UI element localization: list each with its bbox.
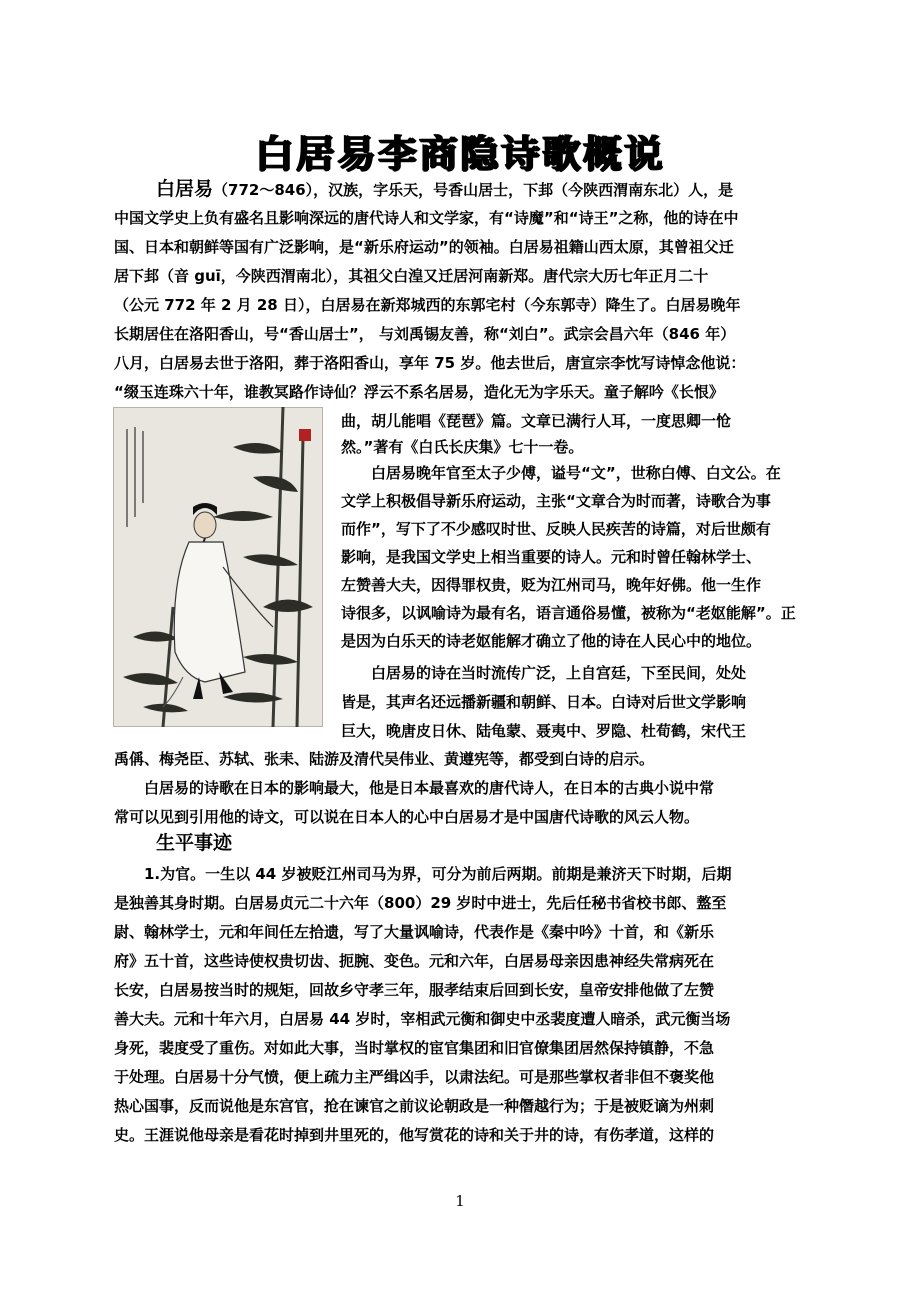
wrap-line: 皆是，其声名还远播新疆和朝鲜、日本。白诗对后世文学影响 — [341, 693, 747, 711]
body-line: 身死，裴度受了重伤。对如此大事，当时掌权的宦官集团和旧官僚集团居然保持镇静，不急 — [114, 1039, 715, 1057]
wrap-line: 文学上积极倡导新乐府运动，主张“文章合为时而著，诗歌合为事 — [341, 492, 771, 510]
bai-juyi-portrait-image — [113, 407, 323, 727]
wrap-line: 影响，是我国文学史上相当重要的诗人。元和时曾任翰林学士、 — [341, 548, 762, 566]
wrap-line: 然。”著有《白氏长庆集》七十一卷。 — [341, 438, 584, 456]
wrap-line: 白居易晚年官至太子少傅，谥号“文”，世称白傅、白文公。在 — [341, 464, 781, 482]
body-line: 于处理。白居易十分气愤，便上疏力主严缉凶手，以肃法纪。可是那些掌权者非但不褒奖他 — [114, 1068, 715, 1086]
intro-line: （公元 772 年 2 月 28 日），白居易在新郑城西的东郭宅村（今东郭寺）降生了。白居易晚年 — [114, 296, 741, 314]
body-line: 禹偁、梅尧臣、苏轼、张耒、陆游及清代吴伟业、黄遵宪等，都受到白诗的启示。 — [114, 750, 655, 768]
intro-line: 长期居住在洛阳香山，号“香山居士”， 与刘禹锡友善，称“刘白”。武宗会昌六年（846 年） — [114, 325, 736, 343]
body-line: 府》五十首，这些诗使权贵切齿、扼腕、变色。元和六年，白居易母亲因患神经失常病死在 — [114, 952, 715, 970]
body-line: 善大夫。元和十年六月，白居易 44 岁时，宰相武元衡和御史中丞裴度遭人暗杀，武元衡当场 — [114, 1010, 731, 1028]
section-heading: 生平事迹 — [156, 832, 233, 854]
wrap-line: 曲，胡儿能唱《琵琶》篇。文章已满行人耳，一度思卿一怆 — [341, 412, 732, 430]
wrap-line: 诗很多，以讽喻诗为最有名，语言通俗易懂，被称为“老妪能解”。正 — [341, 604, 796, 622]
intro-line: “缀玉连珠六十年，谁教冥路作诗仙？浮云不系名居易，造化无为字乐天。童子解吟《长恨》 — [114, 383, 724, 401]
wrap-line: 白居易的诗在当时流传广泛，上自宫廷，下至民间，处处 — [341, 664, 747, 682]
body-line: 史。王涯说他母亲是看花时掉到井里死的，他写赏花的诗和关于井的诗，有伤孝道，这样的 — [114, 1126, 715, 1144]
body-line: 尉、翰林学士，元和年间任左拾遗，写了大量讽喻诗，代表作是《秦中吟》十首，和《新乐 — [114, 923, 715, 941]
intro-line: 八月，白居易去世于洛阳，葬于洛阳香山，享年 75 岁。他去世后，唐宣宗李忱写诗悼念他说： — [114, 354, 746, 372]
body-line: 长安，白居易按当时的规矩，回故乡守孝三年，服孝结束后回到长安，皇帝安排他做了左赞 — [114, 981, 715, 999]
page-title: 白居易李商隐诗歌概说 — [254, 132, 665, 176]
body-line: 1.为官。一生以 44 岁被贬江州司马为界，可分为前后两期。前期是兼济天下时期，后期 — [114, 865, 732, 883]
body-line: 是独善其身时期。白居易贞元二十六年（800）29 岁时中进士，先后任秘书省校书郎、盩至 — [114, 894, 727, 912]
body-line: 白居易的诗歌在日本的影响最大，他是日本最喜欢的唐代诗人，在日本的古典小说中常 — [114, 779, 715, 797]
wrap-line: 左赞善大夫，因得罪权贵，贬为江州司马，晚年好佛。他一生作 — [341, 576, 762, 594]
page-number: 1 — [455, 1192, 465, 1210]
wrap-line: 是因为白乐天的诗老妪能解才确立了他的诗在人民心中的地位。 — [341, 632, 762, 650]
intro-line: 白居易（772～846），汉族，字乐天，号香山居士，下邽（今陕西渭南东北）人，是 — [156, 178, 734, 200]
wrap-line: 而作”，写下了不少感叹时世、反映人民疾苦的诗篇，对后世颇有 — [341, 520, 771, 538]
intro-line: 居下邽（音 guī，今陕西渭南北），其祖父白湟又迁居河南新郑。唐代宗大历七年正月二十 — [114, 267, 709, 285]
intro-line: 国、日本和朝鲜等国有广泛影响，是“新乐府运动”的领袖。白居易祖籍山西太原，其曾祖父迁 — [114, 238, 734, 256]
lead-name: 白居易 — [156, 178, 214, 200]
wrap-line: 巨大，晚唐皮日休、陆龟蒙、聂夷中、罗隐、杜荀鹤，宋代王 — [341, 722, 747, 740]
intro-line: 中国文学史上负有盛名且影响深远的唐代诗人和文学家，有“诗魔”和“诗王”之称，他的诗在中 — [114, 209, 739, 227]
body-line: 热心国事，反而说他是东宫官，抢在谏官之前议论朝政是一种僭越行为；于是被贬谪为州刺 — [114, 1097, 715, 1115]
body-line: 常可以见到引用他的诗文，可以说在日本人的心中白居易才是中国唐代诗歌的风云人物。 — [114, 808, 700, 826]
